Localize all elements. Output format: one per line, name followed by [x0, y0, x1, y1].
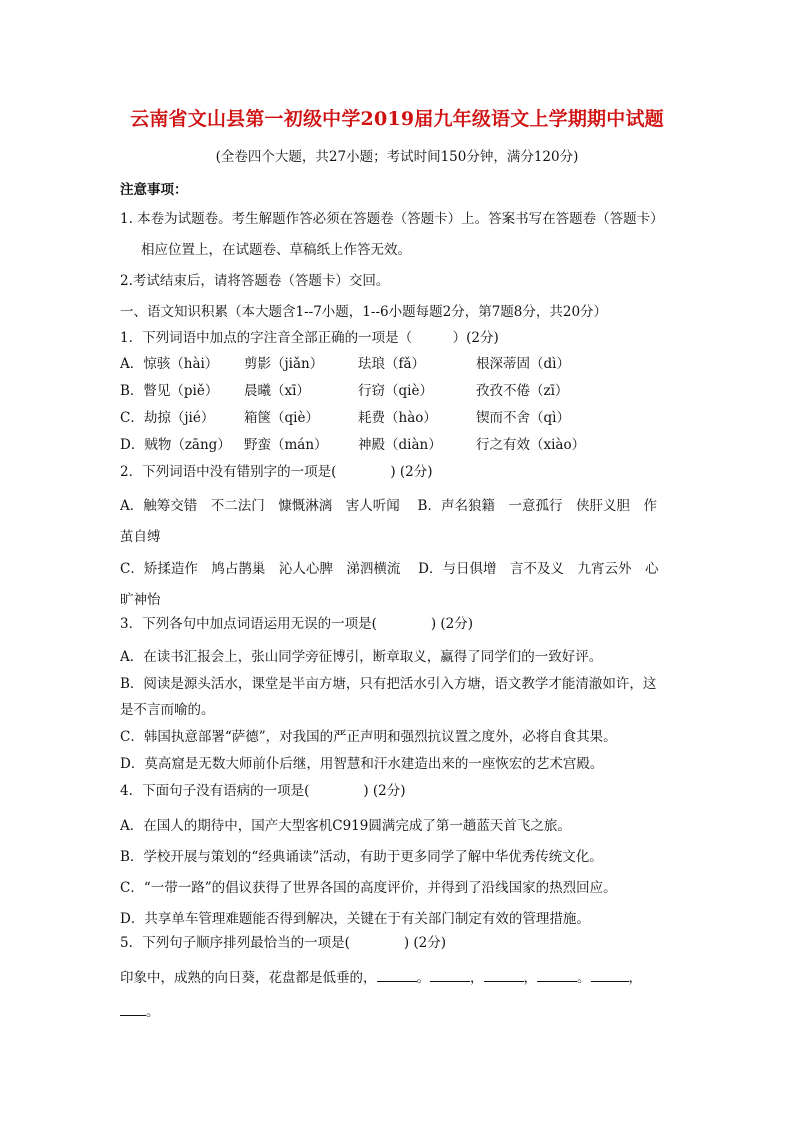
q5-sep-2: ，: [470, 970, 484, 986]
q2-options-cd-cont: 旷神怡: [120, 592, 161, 608]
q1-option-c-1: C．劫掠（jié）: [120, 410, 215, 426]
q5-blank-1: [377, 969, 417, 982]
q5-blank-4: [537, 969, 577, 982]
q5-passage-start: 印象中，成熟的向日葵，花盘都是低垂的，: [120, 970, 377, 986]
notice-item-1-cont: 相应位置上，在试题卷、草稿纸上作答无效。: [141, 242, 411, 258]
q3-stem: 3．下列各句中加点词语运用无误的一项是( ) (2分): [120, 616, 474, 632]
q1-option-b-1: B．瞥见（piě）: [120, 383, 219, 399]
q2-stem: 2．下列词语中没有错别字的一项是( ) (2分): [120, 464, 433, 480]
q1-option-d-1: D．贼物（zāng）: [120, 437, 231, 453]
q1-option-b-2: 晨曦（xī）: [244, 383, 310, 399]
q1-option-d-4: 行之有效（xiào）: [476, 437, 586, 453]
q1-option-a-1: A．惊骇（hài）: [120, 356, 219, 372]
section-heading: 一、语文知识积累（本大题含1--7小题，1--6小题每题2分，第7题8分，共20分）: [120, 304, 608, 320]
q5-passage-line2: [120, 1000, 160, 1020]
q4-option-c: C．“一带一路”的倡议获得了世界各国的高度评价，并得到了沿线国家的热烈回应。: [120, 880, 617, 896]
q1-option-d-3: 神殿（diàn）: [358, 437, 442, 453]
q2-options-ab-cont: 茧自缚: [120, 529, 161, 545]
q1-option-c-4: 锲而不舍（qì）: [476, 410, 570, 426]
q4-option-b: B．学校开展与策划的“经典诵读”活动，有助于更多同学了解中华优秀传统文化。: [120, 849, 603, 865]
q1-option-c-2: 箱箧（qiè）: [244, 410, 319, 426]
q1-option-b-4: 孜孜不倦（zī）: [476, 383, 569, 399]
q3-option-d: D．莫高窟是无数大师前仆后继，用智慧和汗水建造出来的一座恢宏的艺术宫殿。: [120, 756, 604, 772]
q1-option-a-2: 剪影（jiǎn）: [244, 356, 324, 372]
notice-item-1: 1. 本卷为试题卷。考生解题作答必须在答题卷（答题卡）上。答案书写在答题卷（答题卡）: [120, 211, 664, 227]
notice-heading: 注意事项：: [120, 182, 188, 198]
q1-option-a-3: 珐琅（fǎ）: [358, 356, 426, 372]
q5-sep-5: ，: [628, 970, 642, 986]
q1-option-b-3: 行窃（qiè）: [358, 383, 433, 399]
q5-blank-5: [591, 969, 629, 982]
exam-subtitle: (全卷四个大题，共27小题；考试时间150分钟，满分120分): [215, 149, 579, 165]
q5-blank-6: [120, 1003, 146, 1016]
q1-stem: 1．下列词语中加点的字注音全部正确的一项是（ ）(2分): [120, 330, 499, 346]
q4-stem: 4．下面句子没有语病的一项是( ) (2分): [120, 783, 406, 799]
q5-sep-4: 。: [577, 970, 591, 986]
q1-option-d-2: 野蛮（mán）: [244, 437, 328, 453]
q4-option-d: D．共享单车管理难题能否得到解决，关键在于有关部门制定有效的管理措施。: [120, 911, 590, 927]
q5-stem: 5．下列句子顺序排列最恰当的一项是( ) (2分): [120, 935, 447, 951]
q1-option-c-3: 耗费（hào）: [358, 410, 437, 426]
q1-option-a-4: 根深蒂固（dì）: [476, 356, 570, 372]
q5-passage-end: 。: [146, 1004, 160, 1020]
q3-option-a: A．在读书汇报会上，张山同学旁征博引，断章取义，赢得了同学们的一致好评。: [120, 649, 603, 665]
page-title: 云南省文山县第一初级中学2019届九年级语文上学期期中试题: [130, 108, 664, 130]
q3-option-c: C．韩国执意部署“萨德”，对我国的严正声明和强烈抗议置之度外，必将自食其果。: [120, 729, 617, 745]
q2-options-cd: C．矫揉造作 鸠占鹊巢 沁人心脾 涕泗横流 D．与日俱增 言不及义 九宵云外 心: [120, 561, 659, 577]
q3-option-b-cont: 是不言而喻的。: [120, 702, 215, 718]
q5-passage-line1: [120, 966, 642, 986]
q4-option-a: A．在国人的期待中，国产大型客机C919圆满完成了第一趟蓝天首飞之旅。: [120, 818, 571, 834]
q2-options-ab: A．触筹交错 不二法门 慷慨淋漓 害人听闻 B．声名狼籍 一意孤行 侠肝义胆 作: [120, 498, 657, 514]
q5-blank-3: [484, 969, 524, 982]
notice-item-2: 2.考试结束后，请将答题卷（答题卡）交回。: [120, 273, 390, 289]
q5-blank-2: [430, 969, 470, 982]
q5-sep-3: ，: [523, 970, 537, 986]
q5-sep-1: 。: [416, 970, 430, 986]
q3-option-b: B．阅读是源头活水，课堂是半亩方塘，只有把活水引入方塘，语文教学才能清澈如许，这: [120, 676, 657, 692]
